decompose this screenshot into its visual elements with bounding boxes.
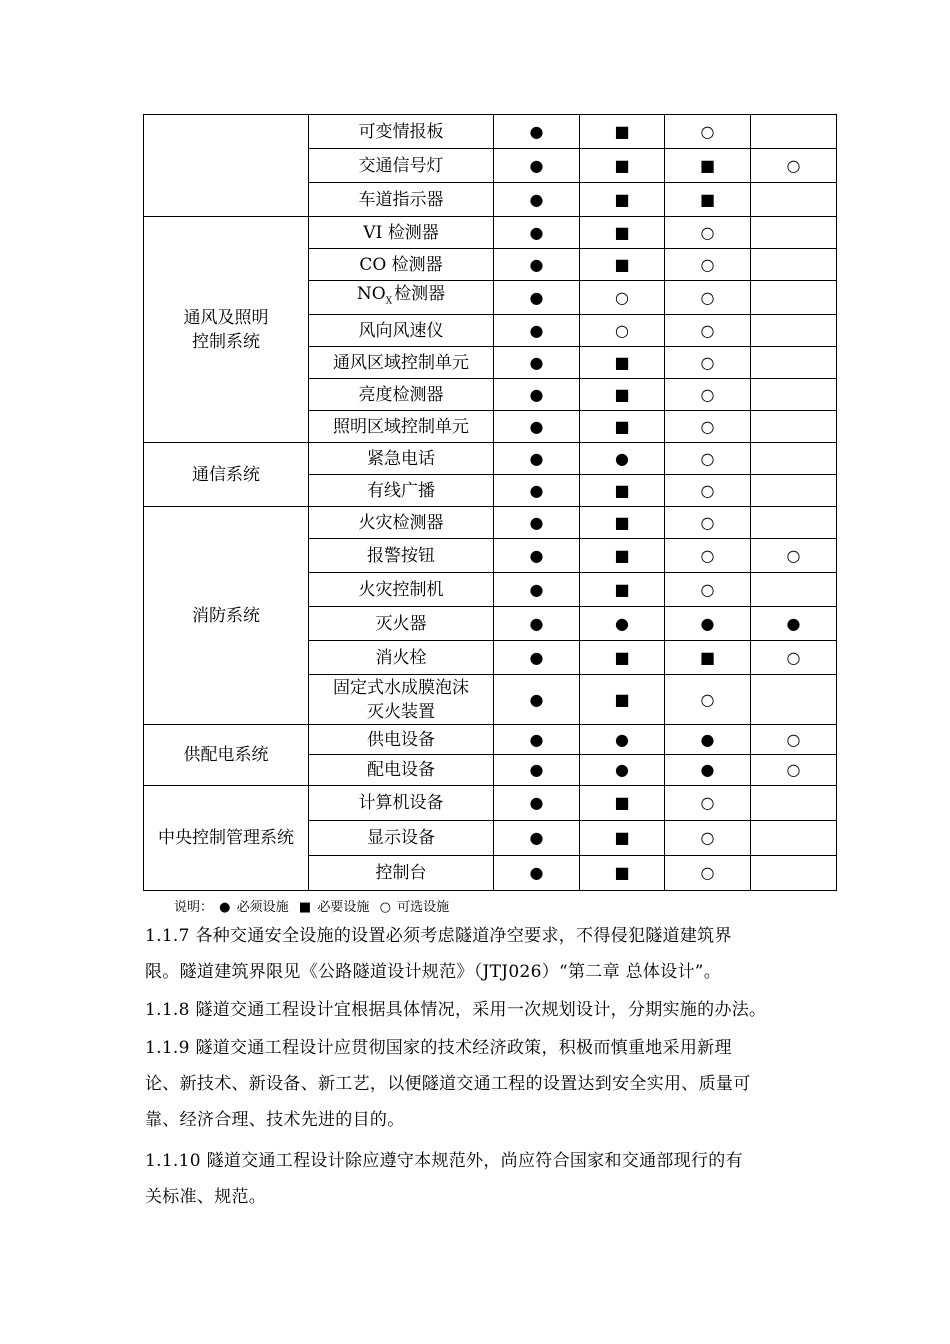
item-cell: 控制台 <box>309 856 494 891</box>
mark-cell <box>580 786 665 821</box>
facility-mark: ■ <box>614 416 630 436</box>
mark-cell <box>751 573 837 607</box>
table-row <box>144 115 837 149</box>
mark-cell <box>580 641 665 675</box>
legend-label-required: 必须设施 <box>236 900 289 915</box>
facility-mark: ○ <box>700 579 715 599</box>
mark-cell <box>494 725 580 755</box>
mark-cell <box>751 755 837 786</box>
mark-cell <box>494 183 580 217</box>
mark-cell <box>665 573 751 607</box>
mark-cell <box>751 507 837 539</box>
mark-cell <box>665 856 751 891</box>
facility-mark: ● <box>529 828 544 847</box>
mark-cell <box>751 539 837 573</box>
group-cell: 通信系统 <box>144 443 309 507</box>
item-cell: 照明区域控制单元 <box>309 411 494 443</box>
mark-cell <box>580 821 665 856</box>
item-name-rest: 检测器 <box>394 283 446 304</box>
table-row <box>144 786 837 821</box>
facility-mark: ■ <box>614 545 630 565</box>
mark-cell <box>494 315 580 347</box>
facility-mark: ■ <box>614 121 630 141</box>
mark-cell <box>494 573 580 607</box>
item-cell: 计算机设备 <box>309 786 494 821</box>
facility-mark: ○ <box>786 647 801 667</box>
mark-cell <box>580 281 665 315</box>
mark-cell <box>580 249 665 281</box>
facility-mark: ■ <box>614 155 630 175</box>
mark-cell <box>751 249 837 281</box>
facility-mark: ● <box>529 689 544 709</box>
paragraph-line: 1.1.8 隧道交通工程设计宜根据具体情况，采用一次规划设计，分期实施的办法。 <box>145 1000 767 1020</box>
facility-mark: ● <box>529 121 544 141</box>
mark-cell <box>580 411 665 443</box>
item-cell: 亮度检测器 <box>309 379 494 411</box>
item-subscript: X <box>385 296 393 307</box>
mark-cell <box>580 573 665 607</box>
legend-note <box>174 896 451 915</box>
item-cell: 配电设备 <box>309 755 494 786</box>
facility-mark: ○ <box>700 545 715 565</box>
mark-cell <box>494 411 580 443</box>
facility-mark: ● <box>529 579 544 599</box>
facility-mark: ● <box>529 545 544 565</box>
paragraph-line: 论、新技术、新设备、新工艺，以便隧道交通工程的设置达到安全实用、质量可 <box>145 1074 751 1094</box>
facility-mark: ● <box>529 512 544 532</box>
item-cell: 可变情报板 <box>309 115 494 149</box>
mark-cell <box>494 856 580 891</box>
mark-cell <box>580 443 665 475</box>
item-cell: 交通信号灯 <box>309 149 494 183</box>
item-cell: 风向风速仪 <box>309 315 494 347</box>
mark-cell <box>580 507 665 539</box>
facility-mark: ● <box>529 222 544 242</box>
mark-cell <box>494 115 580 149</box>
facility-mark: ○ <box>700 222 715 242</box>
item-cell: 有线广播 <box>309 475 494 507</box>
mark-cell <box>665 539 751 573</box>
mark-cell <box>665 607 751 641</box>
item-cell: CO 检测器 <box>309 249 494 281</box>
table-row <box>144 217 837 249</box>
mark-cell <box>494 641 580 675</box>
mark-cell <box>494 675 580 725</box>
item-cell: 灭火器 <box>309 607 494 641</box>
group-cell: 供配电系统 <box>144 725 309 786</box>
mark-cell <box>751 315 837 347</box>
mark-cell <box>580 115 665 149</box>
facility-mark: ● <box>529 480 544 500</box>
mark-cell <box>494 281 580 315</box>
item-cell: 供电设备 <box>309 725 494 755</box>
facility-mark: ● <box>529 793 544 812</box>
facility-mark: ● <box>615 729 629 749</box>
legend-symbol-necessary: ■ <box>298 900 312 915</box>
mark-cell <box>665 675 751 725</box>
mark-cell <box>751 675 837 725</box>
mark-cell <box>494 217 580 249</box>
facility-mark: ■ <box>614 689 630 709</box>
item-name: NO <box>356 283 386 304</box>
facility-mark: ○ <box>700 384 715 404</box>
mark-cell <box>751 821 837 856</box>
facility-mark: ● <box>529 384 544 404</box>
mark-cell <box>665 149 751 183</box>
facility-mark: ● <box>529 320 544 340</box>
facility-mark: ■ <box>614 793 630 812</box>
facility-mark: ○ <box>615 320 629 340</box>
facility-mark: ● <box>529 287 544 307</box>
facility-mark: ○ <box>700 121 715 141</box>
facility-mark: ● <box>700 613 715 633</box>
mark-cell <box>665 217 751 249</box>
facility-mark: ○ <box>700 863 715 882</box>
mark-cell <box>751 347 837 379</box>
mark-cell <box>580 856 665 891</box>
mark-cell <box>665 755 751 786</box>
facility-mark: ○ <box>700 320 715 340</box>
mark-cell <box>751 183 837 217</box>
facility-mark: ● <box>529 416 544 436</box>
mark-cell <box>580 149 665 183</box>
table-row <box>144 507 837 539</box>
item-cell: 显示设备 <box>309 821 494 856</box>
mark-cell <box>580 379 665 411</box>
mark-cell <box>494 249 580 281</box>
mark-cell <box>665 281 751 315</box>
mark-cell <box>494 379 580 411</box>
table-row <box>144 725 837 755</box>
group-cell: 中央控制管理系统 <box>144 786 309 891</box>
mark-cell <box>494 149 580 183</box>
item-cell: 车道指示器 <box>309 183 494 217</box>
facility-mark: ● <box>615 448 629 468</box>
legend-prefix: 说明： <box>174 900 214 915</box>
facility-mark: ○ <box>700 352 715 372</box>
paragraph-line: 1.1.9 隧道交通工程设计应贯彻国家的技术经济政策，积极而慎重地采用新理 <box>145 1038 732 1058</box>
mark-cell <box>494 786 580 821</box>
mark-cell <box>665 475 751 507</box>
facility-mark: ○ <box>700 287 715 307</box>
item-cell: 报警按钮 <box>309 539 494 573</box>
mark-cell <box>494 755 580 786</box>
mark-cell <box>494 347 580 379</box>
facility-mark: ● <box>529 448 544 468</box>
facility-mark: ■ <box>614 189 630 209</box>
paragraph-line: 靠、经济合理、技术先进的目的。 <box>145 1110 405 1130</box>
mark-cell <box>665 379 751 411</box>
mark-cell <box>580 475 665 507</box>
facility-mark: ● <box>700 729 715 749</box>
mark-cell <box>665 115 751 149</box>
facility-mark: ■ <box>614 647 630 667</box>
item-cell: VI 检测器 <box>309 217 494 249</box>
facility-mark: ○ <box>786 729 801 749</box>
mark-cell <box>665 507 751 539</box>
facility-mark: ■ <box>614 480 630 500</box>
group-cell: 消防系统 <box>144 507 309 725</box>
facility-mark: ● <box>529 613 544 633</box>
legend-label-optional: 可选设施 <box>397 900 450 915</box>
facility-mark: ■ <box>614 254 630 274</box>
facility-mark: ● <box>529 647 544 667</box>
group-cell <box>144 115 309 217</box>
facility-mark: ■ <box>614 579 630 599</box>
item-cell: 通风区域控制单元 <box>309 347 494 379</box>
mark-cell <box>751 217 837 249</box>
legend-label-necessary: 必要设施 <box>317 900 370 915</box>
mark-cell <box>665 411 751 443</box>
mark-cell <box>665 249 751 281</box>
legend-symbol-optional: ○ <box>379 900 391 915</box>
mark-cell <box>751 149 837 183</box>
legend-symbol-required: ● <box>219 900 231 915</box>
mark-cell <box>580 675 665 725</box>
mark-cell <box>494 475 580 507</box>
facility-mark: ● <box>529 863 544 882</box>
mark-cell <box>580 183 665 217</box>
mark-cell <box>665 443 751 475</box>
facility-mark: ■ <box>614 863 630 882</box>
facility-table <box>143 114 837 891</box>
item-cell: 固定式水成膜泡沫 灭火装置 <box>309 675 494 725</box>
mark-cell <box>494 607 580 641</box>
facility-mark: ● <box>529 729 544 749</box>
item-cell: 火灾检测器 <box>309 507 494 539</box>
mark-cell <box>494 443 580 475</box>
mark-cell <box>751 725 837 755</box>
facility-mark: ■ <box>699 647 716 667</box>
facility-mark: ■ <box>699 155 716 175</box>
paragraph-line: 1.1.10 隧道交通工程设计除应遵守本规范外，尚应符合国家和交通部现行的有 <box>145 1151 743 1171</box>
facility-mark: ■ <box>699 189 716 209</box>
facility-mark: ● <box>529 189 544 209</box>
item-cell: 紧急电话 <box>309 443 494 475</box>
mark-cell <box>751 786 837 821</box>
mark-cell <box>580 315 665 347</box>
facility-mark: ● <box>615 760 629 779</box>
mark-cell <box>751 411 837 443</box>
mark-cell <box>751 475 837 507</box>
mark-cell <box>494 821 580 856</box>
facility-mark: ○ <box>700 448 715 468</box>
facility-mark: ● <box>615 613 629 633</box>
mark-cell <box>580 539 665 573</box>
facility-table-body <box>144 115 837 891</box>
mark-cell <box>494 539 580 573</box>
facility-mark: ○ <box>700 793 715 812</box>
facility-mark: ● <box>700 760 715 779</box>
facility-mark: ○ <box>700 828 715 847</box>
facility-mark: ○ <box>615 287 629 307</box>
facility-mark: ■ <box>614 828 630 847</box>
mark-cell <box>494 507 580 539</box>
mark-cell <box>580 347 665 379</box>
facility-mark: ● <box>529 352 544 372</box>
facility-mark: ○ <box>700 254 715 274</box>
facility-mark: ○ <box>700 689 715 709</box>
mark-cell <box>580 607 665 641</box>
facility-mark: ● <box>786 613 801 633</box>
mark-cell <box>665 821 751 856</box>
mark-cell <box>580 725 665 755</box>
item-cell: 火灾控制机 <box>309 573 494 607</box>
facility-mark: ○ <box>700 416 715 436</box>
facility-mark: ■ <box>614 222 630 242</box>
facility-mark: ○ <box>786 545 801 565</box>
facility-mark: ■ <box>614 352 630 372</box>
mark-cell <box>751 641 837 675</box>
mark-cell <box>751 281 837 315</box>
item-cell <box>309 281 494 315</box>
facility-mark: ■ <box>614 384 630 404</box>
facility-mark: ■ <box>614 512 630 532</box>
mark-cell <box>580 755 665 786</box>
mark-cell <box>665 725 751 755</box>
facility-mark: ○ <box>700 480 715 500</box>
mark-cell <box>665 641 751 675</box>
paragraph-line: 1.1.7 各种交通安全设施的设置必须考虑隧道净空要求，不得侵犯隧道建筑界 <box>145 926 732 946</box>
group-cell: 通风及照明 控制系统 <box>144 217 309 443</box>
mark-cell <box>665 347 751 379</box>
mark-cell <box>751 115 837 149</box>
table-row <box>144 443 837 475</box>
paragraph-line: 关标准、规范。 <box>145 1187 267 1207</box>
facility-mark: ○ <box>700 512 715 532</box>
mark-cell <box>751 443 837 475</box>
item-cell: 消火栓 <box>309 641 494 675</box>
facility-mark: ○ <box>786 155 801 175</box>
mark-cell <box>665 183 751 217</box>
mark-cell <box>665 786 751 821</box>
facility-mark: ○ <box>786 760 801 779</box>
mark-cell <box>751 856 837 891</box>
mark-cell <box>751 607 837 641</box>
facility-mark: ● <box>529 254 544 274</box>
paragraph-line: 限。隧道建筑界限见《公路隧道设计规范》（JTJ026）“第二章 总体设计”。 <box>145 962 722 982</box>
facility-mark: ● <box>529 760 544 779</box>
mark-cell <box>580 217 665 249</box>
mark-cell <box>751 379 837 411</box>
mark-cell <box>665 315 751 347</box>
facility-mark: ● <box>529 155 544 175</box>
